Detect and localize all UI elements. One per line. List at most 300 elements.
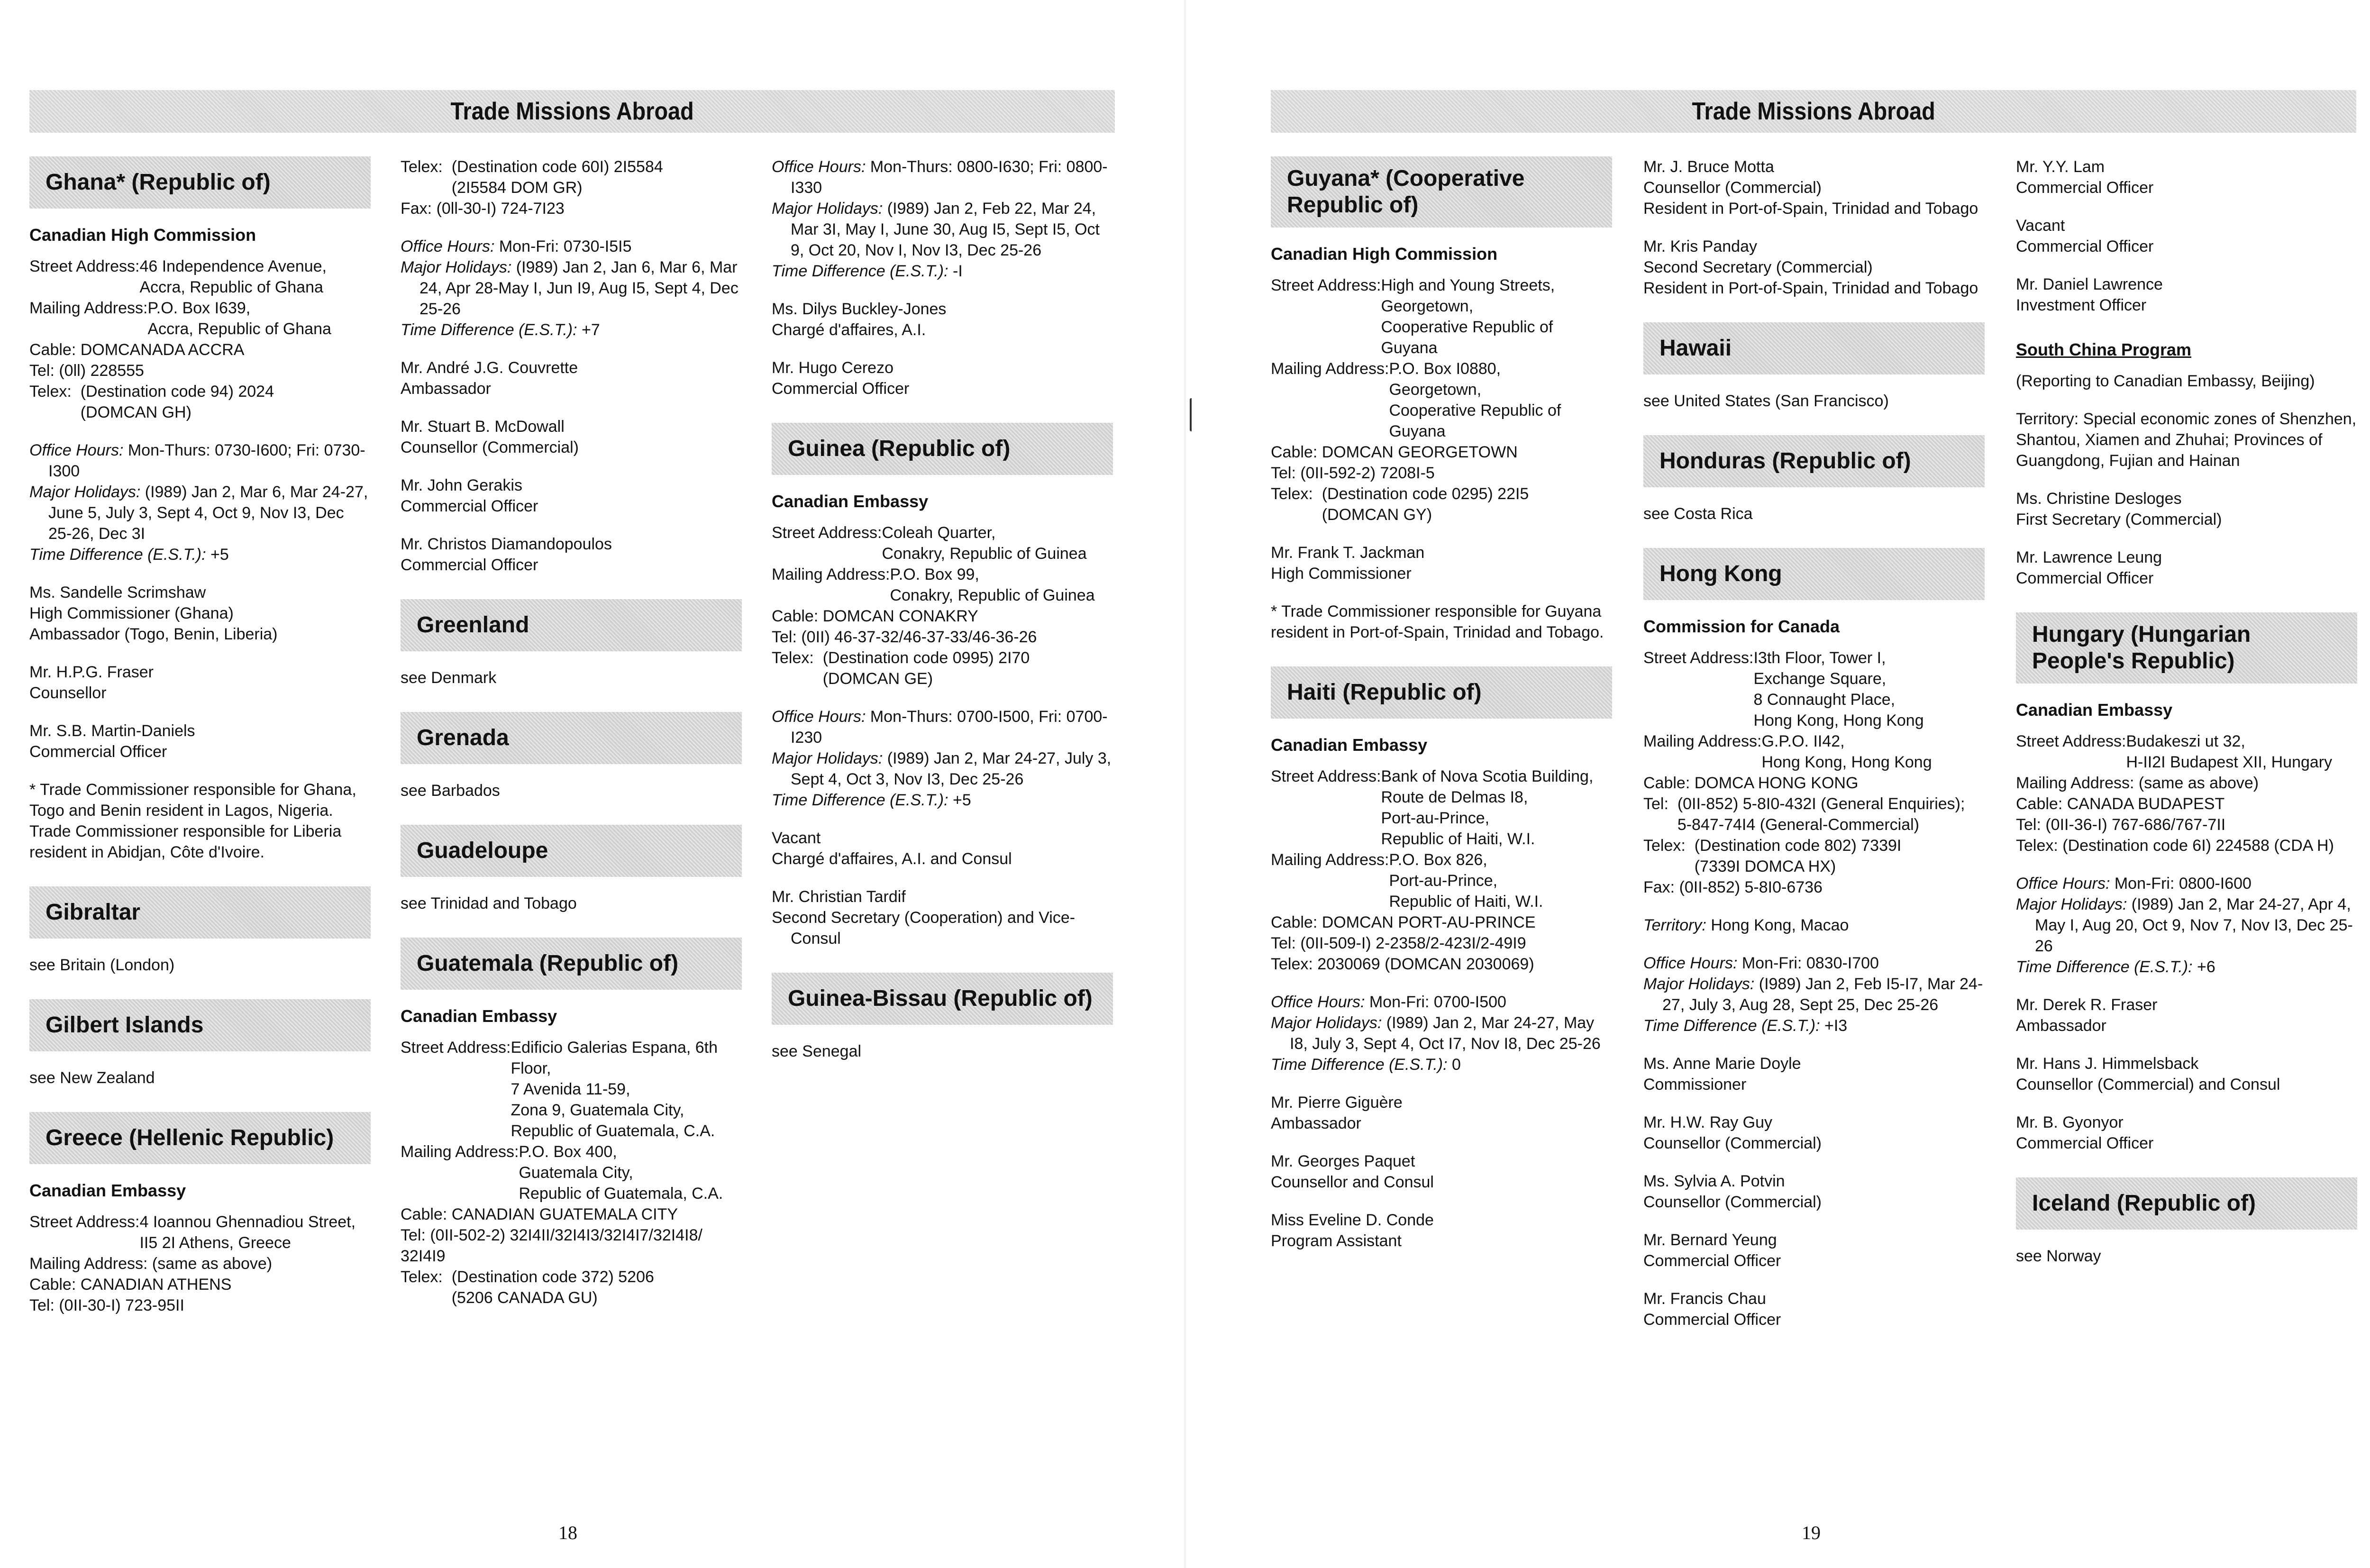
text-line: Commercial Officer	[29, 743, 167, 761]
address-block	[29, 381, 371, 423]
field-label: Mailing Address:	[401, 1143, 519, 1161]
country-heading: Hungary (Hungarian People's Republic)	[2016, 612, 2357, 684]
country-heading: Haiti (Republic of)	[1271, 666, 1612, 719]
text-line: Mr. Y.Y. Lam	[2016, 158, 2105, 176]
text-line: Resident in Port-of-Spain, Trinidad and Tobago	[1643, 279, 1978, 297]
field-line: Republic of Haiti, W.I.	[1389, 893, 1543, 911]
field-label: Street Address:	[1271, 767, 1381, 785]
text-block	[1643, 773, 1985, 793]
field-line: P.O. Box 400,	[519, 1143, 617, 1161]
page-header-title: Trade Missions Abroad	[1692, 98, 1935, 125]
text-line: Ms. Christine Desloges	[2016, 490, 2182, 508]
text-line: Mailing Address: (same as above)	[2016, 774, 2259, 792]
text-block	[772, 606, 1113, 647]
hours-value: +I3	[1820, 1017, 1848, 1035]
text-line: see Britain (London)	[29, 956, 175, 974]
field-line: Edificio Galerias Espana, 6th Floor,	[510, 1039, 718, 1077]
hours-block	[1643, 953, 1985, 1036]
country-section	[29, 1112, 371, 1316]
country-heading: Guinea-Bissau (Republic of)	[772, 973, 1113, 1025]
country-section	[29, 886, 371, 975]
address-block	[772, 647, 1113, 689]
text-line: Tel: (0II-509-I) 2-2358/2-423I/2-49I9	[1271, 934, 1526, 952]
country-heading: Greenland	[401, 599, 742, 651]
text-line: Chargé d'affaires, A.I. and Consul	[772, 850, 1012, 868]
text-block	[1643, 1171, 1985, 1212]
country-heading: Guadeloupe	[401, 825, 742, 877]
text-block	[1643, 1112, 1985, 1154]
field-line: (DOMCAN GH)	[80, 403, 191, 421]
hours-label: Office Hours:	[2016, 875, 2110, 893]
field-line: Bank of Nova Scotia Building,	[1381, 767, 1594, 785]
text-line: Miss Eveline D. Conde	[1271, 1211, 1434, 1229]
field-line: P.O. Box 826,	[1389, 851, 1487, 869]
hours-value: Mon-Fri: 0700-I500	[1365, 993, 1506, 1011]
field-value	[452, 156, 742, 198]
page-header-title: Trade Missions Abroad	[450, 98, 694, 125]
text-line: Counsellor and Consul	[1271, 1173, 1434, 1191]
text-line: Mr. J. Bruce Motta	[1643, 158, 1774, 176]
text-line: Commercial Officer	[772, 380, 910, 398]
hours-label: Office Hours:	[401, 237, 495, 255]
field-line: Republic of Guatemala, C.A.	[519, 1185, 723, 1203]
text-block	[772, 828, 1113, 869]
field-label: Mailing Address:	[1643, 732, 1762, 750]
field-line: Coleah Quarter,	[882, 524, 996, 542]
field-value	[510, 1037, 742, 1141]
field-line: H-II2I Budapest XII, Hungary	[2126, 753, 2333, 771]
field-line: P.O. Box I639,	[147, 299, 251, 317]
text-block	[401, 534, 742, 575]
country-section	[29, 999, 371, 1088]
hours-value: Mon-Fri: 0730-I5I5	[494, 237, 632, 255]
hours-value: (I989) Jan 2, Mar 6, Mar 24-27, June 5, July 3, Sept 4, Oct 9, Nov I3, Dec 25-26, Dec 3I	[48, 483, 368, 543]
field-value	[519, 1141, 742, 1204]
text-line: Commercial Officer	[2016, 237, 2154, 255]
text-line: Tel: (0II-36-I) 767-686/767-7II	[2016, 816, 2226, 834]
text-block	[1643, 1230, 1985, 1271]
text-line: Ms. Anne Marie Doyle	[1643, 1055, 1801, 1073]
field-line: Guatemala City,	[519, 1164, 633, 1182]
hours-label: Office Hours:	[772, 708, 866, 726]
field-value	[823, 647, 1113, 689]
country-section	[2016, 339, 2357, 589]
mission-name: Canadian Embassy	[1271, 735, 1428, 755]
text-line: Program Assistant	[1271, 1232, 1402, 1250]
page-19	[1185, 0, 2370, 1568]
address-block	[1271, 358, 1612, 442]
field-value	[1389, 849, 1612, 912]
text-line: see Trinidad and Tobago	[401, 894, 577, 912]
hours-label: Major Holidays:	[2016, 895, 2127, 913]
column-3	[772, 156, 1113, 1085]
field-value	[882, 522, 1113, 564]
hours-row	[772, 156, 1113, 198]
field-line: Exchange Square,	[1753, 670, 1887, 688]
field-label: Telex:	[1643, 837, 1695, 855]
field-label: Street Address:	[2016, 732, 2126, 750]
mission-name: Canadian Embassy	[2016, 700, 2173, 720]
field-value	[1322, 483, 1612, 525]
mission-name: Canadian Embassy	[29, 1181, 186, 1200]
text-line: (Reporting to Canadian Embassy, Beijing)	[2016, 372, 2315, 390]
field-line: 4 Ioannou Ghennadiou Street,	[139, 1213, 356, 1231]
address-block	[401, 1267, 742, 1308]
field-line: 46 Independence Avenue,	[139, 257, 327, 275]
text-line: Telex: 2030069 (DOMCAN 2030069)	[1271, 955, 1534, 973]
text-block	[772, 357, 1113, 399]
hours-row	[401, 319, 742, 340]
text-line: Resident in Port-of-Spain, Trinidad and Tobago	[1643, 200, 1978, 218]
text-block	[2016, 994, 2357, 1036]
field-line: Conakry, Republic of Guinea	[890, 586, 1095, 604]
hours-row	[2016, 957, 2357, 977]
field-line: Port-au-Prince,	[1389, 872, 1498, 890]
text-line: Commercial Officer	[401, 497, 538, 515]
text-line: Vacant	[772, 829, 821, 847]
field-line: Georgetown,	[1389, 381, 1482, 399]
hours-row	[29, 544, 371, 565]
text-block	[2016, 547, 2357, 589]
text-line: Counsellor (Commercial)	[1643, 1134, 1822, 1152]
country-section	[1643, 156, 1985, 299]
note-text: Tel: (0II-502-2) 32I4II/32I4I3/32I4I7/32I4I8/ 32I4I9	[401, 1226, 702, 1265]
text-line: Mr. Stuart B. McDowall	[401, 418, 565, 436]
hours-row	[1271, 1054, 1612, 1075]
field-label: Telex:	[29, 383, 81, 401]
text-line: Mr. Lawrence Leung	[2016, 548, 2162, 566]
country-section	[1643, 435, 1985, 524]
field-line: Budakeszi ut 32,	[2126, 732, 2245, 750]
text-block	[401, 780, 742, 801]
text-line: Tel: (0II-30-I) 723-95II	[29, 1296, 184, 1314]
field-value	[1389, 358, 1612, 442]
field-value	[2126, 731, 2357, 773]
text-line: Counsellor (Commercial) and Consul	[2016, 1076, 2280, 1094]
field-line: G.P.O. II42,	[1761, 732, 1845, 750]
text-line: Mr. B. Gyonyor	[2016, 1113, 2124, 1131]
country-section	[772, 423, 1113, 949]
country-section	[1271, 666, 1612, 1251]
text-line: Commercial Officer	[2016, 1134, 2154, 1152]
country-section	[772, 973, 1113, 1062]
hours-label: Territory:	[1643, 916, 1706, 934]
country-section	[401, 156, 742, 575]
contact-line: Second Secretary (Cooperation) and Vice-Consul	[772, 909, 1076, 948]
text-line: Cable: DOMCA HONG KONG	[1643, 774, 1859, 792]
text-block	[401, 893, 742, 914]
hours-label: Major Holidays:	[772, 200, 883, 218]
text-line: Mr. John Gerakis	[401, 476, 522, 494]
field-line: Republic of Guatemala, C.A.	[510, 1122, 715, 1140]
address-block	[1271, 275, 1612, 358]
text-line: Ms. Sylvia A. Potvin	[1643, 1172, 1785, 1190]
address-block	[29, 256, 371, 298]
country-section	[1643, 548, 1985, 1330]
field-line: (2I5584 DOM GR)	[451, 179, 583, 197]
text-line: Commercial Officer	[2016, 179, 2154, 197]
text-line: Mr. Georges Paquet	[1271, 1152, 1415, 1170]
text-line: see Barbados	[401, 782, 500, 800]
hours-value: Mon-Thurs: 0730-I600; Fri: 0730-I300	[48, 441, 365, 480]
text-block	[2016, 274, 2357, 316]
text-line: Mr. H.P.G. Fraser	[29, 663, 154, 681]
hours-label: Time Difference (E.S.T.):	[772, 262, 948, 280]
country-heading: Greece (Hellenic Republic)	[29, 1112, 371, 1164]
hours-row	[401, 236, 742, 257]
hours-row	[401, 257, 742, 319]
field-line: (5206 CANADA GU)	[451, 1289, 598, 1307]
hours-value: (I989) Jan 2, Jan 6, Mar 6, Mar 24, Apr 28-May I, Jun I9, Aug I5, Sept 4, Dec 25-26	[419, 258, 738, 318]
field-line: 8 Connaught Place,	[1753, 691, 1896, 709]
address-block	[772, 522, 1113, 564]
text-line: Ms. Sandelle Scrimshaw	[29, 583, 206, 602]
text-block	[772, 299, 1113, 340]
text-line: Commercial Officer	[2016, 569, 2154, 587]
hours-row	[772, 748, 1113, 790]
page-number: 19	[1802, 1522, 1821, 1543]
text-line: see Denmark	[401, 669, 497, 687]
mission-name: South China Program	[2016, 340, 2192, 359]
hours-label: Office Hours:	[1271, 993, 1365, 1011]
country-section	[2016, 156, 2357, 316]
text-line: see United States (San Francisco)	[1643, 392, 1889, 410]
text-line: Commercial Officer	[1643, 1252, 1781, 1270]
text-line: Counsellor (Commercial)	[401, 438, 579, 456]
address-block	[1271, 849, 1612, 912]
field-line: Zona 9, Guatemala City,	[510, 1101, 684, 1119]
field-line: (0II-852) 5-8I0-432I (General Enquiries);	[1677, 795, 1965, 813]
field-line: (Destination code 94) 2024	[80, 383, 274, 401]
field-value	[147, 298, 371, 339]
text-block	[2016, 215, 2357, 257]
column-3	[2016, 156, 2357, 1290]
text-line: Ambassador	[401, 380, 491, 398]
text-block	[29, 1253, 371, 1316]
text-block	[1643, 877, 1985, 898]
mission-name: Commission for Canada	[1643, 617, 1840, 636]
hours-row	[772, 790, 1113, 811]
address-block	[1271, 483, 1612, 525]
column-2	[401, 156, 742, 1332]
column-1	[29, 156, 371, 1340]
field-line: Port-au-Prince,	[1381, 809, 1490, 827]
text-block	[2016, 773, 2357, 856]
text-line: Mr. S.B. Martin-Daniels	[29, 722, 195, 740]
hours-value: (I989) Jan 2, Feb 22, Mar 24, Mar 3I, May I, June 30, Aug I5, Sept I5, Oct 9, Oct 20, Nov I, Nov I3, Dec 25-26	[791, 200, 1100, 259]
column-1	[1271, 156, 1612, 1275]
field-line: High and Young Streets,	[1381, 276, 1555, 294]
hours-value: (I989) Jan 2, Mar 24-27, May I8, July 3, Sept 4, Oct I7, Nov I8, Dec 25-26	[1290, 1014, 1601, 1053]
field-line: (DOMCAN GE)	[822, 670, 933, 688]
text-block	[1271, 912, 1612, 975]
text-line: Mr. Derek R. Fraser	[2016, 996, 2158, 1014]
address-block	[29, 1212, 371, 1253]
text-line: Commissioner	[1643, 1076, 1747, 1094]
hours-label: Major Holidays:	[29, 483, 141, 501]
field-label: Tel:	[1643, 795, 1677, 813]
country-heading: Guyana* (Cooperative Republic of)	[1271, 156, 1612, 228]
hours-value: Hong Kong, Macao	[1706, 916, 1849, 934]
country-section	[1643, 322, 1985, 411]
field-line: (DOMCAN GY)	[1322, 506, 1432, 524]
text-line: Fax: (0II-852) 5-8I0-6736	[1643, 878, 1823, 896]
field-value	[1677, 793, 1985, 835]
hours-value: -I	[948, 262, 963, 280]
text-block	[1271, 1210, 1612, 1251]
text-line: Cable: CANADIAN GUATEMALA CITY	[401, 1205, 678, 1223]
field-line: Route de Delmas I8,	[1381, 788, 1528, 806]
text-block	[1271, 442, 1612, 483]
text-line: Commercial Officer	[401, 556, 538, 574]
hours-row	[1643, 915, 1985, 936]
text-line: High Commissioner	[1271, 565, 1412, 583]
text-block	[2016, 1053, 2357, 1095]
text-line: Mr. Christos Diamandopoulos	[401, 535, 612, 553]
field-line: 5-847-74I4 (General-Commercial)	[1677, 816, 1919, 834]
field-label: Street Address:	[401, 1039, 511, 1057]
text-line: Ambassador	[2016, 1017, 2106, 1035]
field-line: Hong Kong, Hong Kong	[1761, 753, 1932, 771]
hours-row	[1271, 1012, 1612, 1054]
field-line: Accra, Republic of Ghana	[139, 278, 323, 296]
text-line: Commercial Officer	[1643, 1311, 1781, 1329]
hours-value: +5	[206, 546, 229, 564]
text-line: Counsellor	[29, 684, 107, 702]
text-line: Cable: DOMCAN CONAKRY	[772, 607, 978, 625]
hours-block	[2016, 873, 2357, 977]
text-line: Telex: (Destination code 6I) 224588 (CDA H)	[2016, 837, 2334, 855]
country-section	[1271, 156, 1612, 643]
address-block	[29, 298, 371, 339]
field-label: Mailing Address:	[29, 299, 148, 317]
field-line: (Destination code 60I) 2I5584	[451, 158, 663, 176]
text-block	[401, 357, 742, 399]
text-line: see Costa Rica	[1643, 505, 1753, 523]
field-value	[1695, 835, 1985, 877]
text-line: Ambassador	[1271, 1114, 1361, 1132]
text-block	[1643, 391, 1985, 411]
country-section	[401, 712, 742, 801]
country-section	[2016, 1177, 2357, 1267]
column-2	[1643, 156, 1985, 1354]
country-section	[401, 938, 742, 1308]
address-block	[1643, 835, 1985, 877]
hours-row	[772, 198, 1113, 261]
hours-label: Major Holidays:	[1271, 1014, 1382, 1032]
field-line: Cooperative Republic of Guyana	[1381, 318, 1553, 357]
hours-block	[1271, 992, 1612, 1075]
hours-label: Major Holidays:	[1643, 975, 1755, 993]
text-line: High Commissioner (Ghana)	[29, 604, 234, 622]
text-block	[401, 667, 742, 688]
hours-value: +5	[948, 791, 971, 809]
text-line: Cable: DOMCANADA ACCRA	[29, 341, 245, 359]
field-line: Hong Kong, Hong Kong	[1753, 711, 1924, 729]
field-label: Street Address:	[1271, 276, 1381, 294]
text-line: Tel: (0ll) 228555	[29, 362, 144, 380]
field-line: (Destination code 802) 7339I	[1694, 837, 1902, 855]
hours-block	[772, 156, 1113, 282]
text-line: Mr. Pierre Giguère	[1271, 1094, 1403, 1112]
mission-name: Canadian High Commission	[29, 225, 256, 245]
hours-value: Mon-Fri: 0800-I600	[2110, 875, 2252, 893]
field-line: Accra, Republic of Ghana	[147, 320, 331, 338]
text-block	[29, 339, 371, 381]
field-value	[1761, 731, 1985, 773]
mission-name: Canadian Embassy	[772, 492, 929, 511]
text-block	[1271, 1092, 1612, 1134]
hours-value: (I989) Jan 2, Mar 24-27, July 3, Sept 4, Oct 3, Nov I3, Dec 25-26	[791, 749, 1112, 788]
field-label: Street Address:	[772, 524, 882, 542]
field-label: Street Address:	[1643, 649, 1754, 667]
hours-value: Mon-Fri: 0830-I700	[1737, 954, 1879, 972]
text-line: see Norway	[2016, 1247, 2101, 1265]
address-block	[772, 564, 1113, 606]
text-line: see Senegal	[772, 1042, 862, 1060]
hours-value: 0	[1447, 1056, 1461, 1074]
field-line: (Destination code 0295) 22I5	[1322, 485, 1529, 503]
field-line: P.O. Box I0880,	[1389, 360, 1501, 378]
field-line: Republic of Haiti, W.I.	[1381, 830, 1535, 848]
address-block	[401, 1141, 742, 1204]
text-line: Vacant	[2016, 217, 2065, 235]
country-heading: Iceland (Republic of)	[2016, 1177, 2357, 1230]
text-line: Ambassador (Togo, Benin, Liberia)	[29, 625, 278, 643]
hours-label: Major Holidays:	[401, 258, 512, 276]
contact-line: Mr. Christian Tardif	[772, 888, 906, 906]
field-line: (Destination code 372) 5206	[451, 1268, 654, 1286]
address-block	[1643, 793, 1985, 835]
text-line: Cable: CANADIAN ATHENS	[29, 1276, 232, 1294]
text-line: Tel: (0II) 46-37-32/46-37-33/46-36-26	[772, 628, 1037, 646]
hours-block	[772, 706, 1113, 811]
text-line: Mr. Hans J. Himmelsback	[2016, 1055, 2199, 1073]
text-line: Cable: CANADA BUDAPEST	[2016, 795, 2225, 813]
hours-value: (I989) Jan 2, Mar 24-27, Apr 4, May I, Aug 20, Oct 9, Nov 7, Nov I3, Dec 25-26	[2035, 895, 2353, 955]
field-value	[81, 381, 371, 423]
field-value	[139, 256, 371, 298]
text-line: Mr. H.W. Ray Guy	[1643, 1113, 1773, 1131]
text-line: Cable: DOMCAN PORT-AU-PRINCE	[1271, 913, 1536, 931]
hours-value: +6	[2192, 958, 2215, 976]
field-label: Street Address:	[29, 257, 140, 275]
hours-block	[401, 236, 742, 340]
country-heading: Ghana* (Republic of)	[29, 156, 371, 209]
text-block	[29, 1067, 371, 1088]
country-heading: Hong Kong	[1643, 548, 1985, 600]
field-line: I3th Floor, Tower I,	[1753, 649, 1886, 667]
hours-label: Time Difference (E.S.T.):	[772, 791, 948, 809]
hours-label: Office Hours:	[29, 441, 124, 459]
hours-row	[772, 261, 1113, 282]
text-line: Cable: DOMCAN GEORGETOWN	[1271, 443, 1518, 461]
country-heading: Grenada	[401, 712, 742, 764]
country-heading: Hawaii	[1643, 322, 1985, 374]
country-section	[772, 156, 1113, 399]
hours-label: Major Holidays:	[772, 749, 883, 767]
hours-label: Office Hours:	[772, 158, 866, 176]
hours-row	[1643, 953, 1985, 974]
mission-name: Canadian High Commission	[1271, 244, 1498, 264]
field-label: Street Address:	[29, 1213, 140, 1231]
hours-row	[2016, 873, 2357, 894]
text-line: Mr. Daniel Lawrence	[2016, 275, 2163, 293]
text-line: Mr. Francis Chau	[1643, 1290, 1766, 1308]
country-heading: Guatemala (Republic of)	[401, 938, 742, 990]
address-block	[1643, 647, 1985, 731]
address-block	[1643, 731, 1985, 773]
